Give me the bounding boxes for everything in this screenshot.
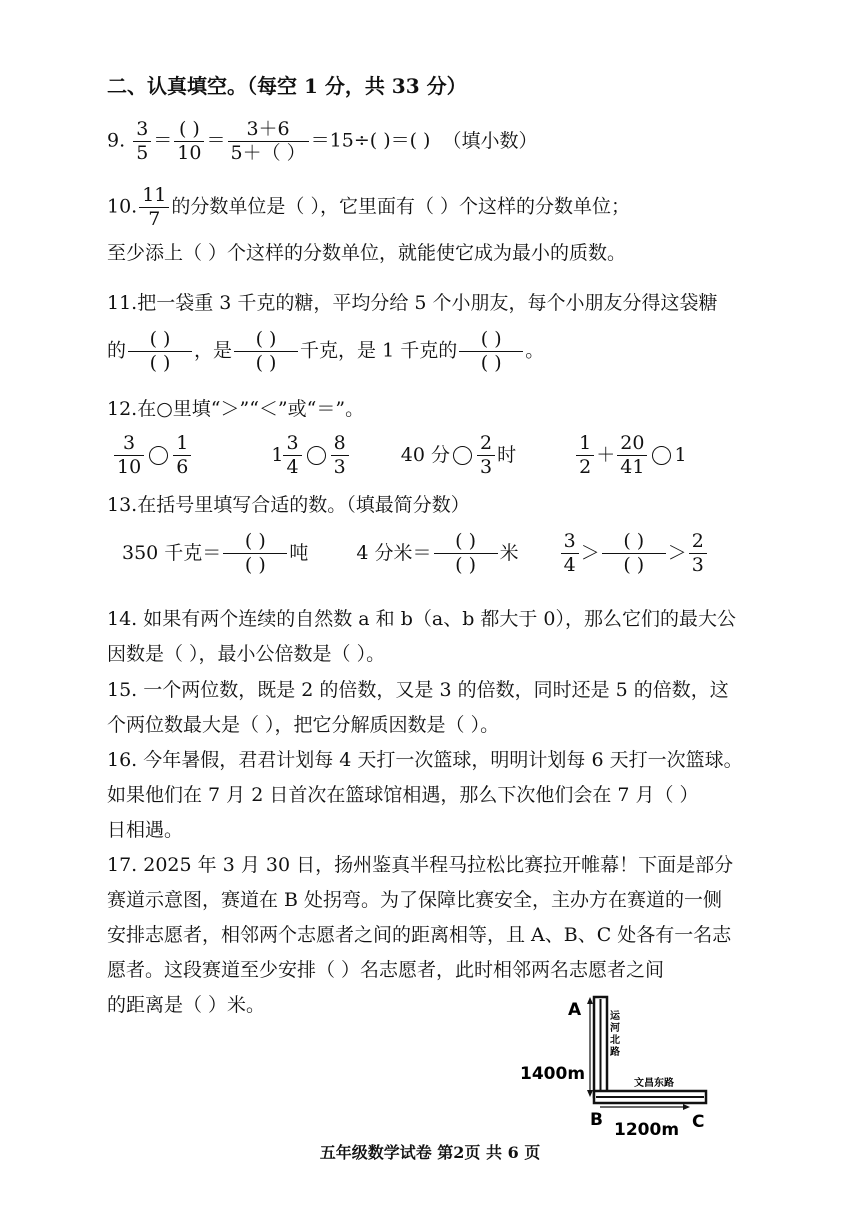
question-15-line2: 个两位数最大是（ ），把它分解质因数是（ ）。 <box>107 714 500 736</box>
section-note: （每空 1 分，共 33 分） <box>247 74 467 98</box>
q13-blank-fraction-2: $\frac{( )}{( )}$ <box>434 532 498 575</box>
question-17-line5: 的距离是（ ）米。 <box>107 994 266 1016</box>
question-13-title: 13.在括号里填写合适的数。（填最简分数） <box>107 494 470 516</box>
label-c: C <box>692 1112 705 1132</box>
q12-fraction-3-4: $\frac{3}{4}$ <box>283 434 301 477</box>
page-footer: 五年级数学试卷 第2页 共 6 页 <box>319 1143 541 1162</box>
compare-circle-4[interactable] <box>652 446 671 465</box>
question-17-line3: 安排志愿者，相邻两个志愿者之间的距离相等，且 A、B、C 处各有一名志 <box>107 924 732 946</box>
question-12-items: $\frac{3}{10}$ $\frac{1}{6}$ 1 $\frac{3}{4}$ $\frac{8}{3}$ 40 分 $\frac{2}{3}$ 时 $\frac{1}{2}$ ＋ $\frac{20}{41}$ 1 <box>112 434 687 477</box>
q10-fraction-11-7: $\frac{11}{7}$ <box>139 186 169 229</box>
section-header <box>107 76 467 96</box>
question-16-line3: 日相遇。 <box>107 819 184 841</box>
q9-tail: ＝15÷( )＝( ) <box>310 129 431 152</box>
q10-text1: 的分数单位是（ ），它里面有（ ）个这样的分数单位； <box>171 195 630 218</box>
question-11-line2: 的 $\frac{( )}{( )}$ ，是 $\frac{( )}{( )}$ 千克，是 1 千克的 $\frac{( )}{( )}$ 。 <box>107 328 545 374</box>
q12-fraction-20-41: $\frac{20}{41}$ <box>617 434 647 477</box>
question-15-line1: 15. 一个两位数，既是 2 的倍数，又是 3 的倍数，同时还是 5 的倍数，这 <box>107 679 729 701</box>
question-16-line2: 如果他们在 7 月 2 日首次在篮球馆相遇，那么下次他们会在 7 月（ ） <box>107 784 699 806</box>
q13-blank-fraction-1: $\frac{( )}{( )}$ <box>223 532 287 575</box>
label-b: B <box>590 1110 603 1130</box>
section-title: 二、认真填空。 <box>107 74 247 98</box>
q11-blank-fraction-1: $\frac{( )}{( )}$ <box>128 330 192 373</box>
q12-fraction-8-3: $\frac{8}{3}$ <box>331 434 349 477</box>
road-v-char-2: 河 <box>610 1023 620 1034</box>
q9-fraction-3-5: $\frac{3}{5}$ <box>133 120 151 163</box>
road-v-char-4: 路 <box>610 1047 620 1058</box>
q11-blank-fraction-2: $\frac{( )}{( )}$ <box>234 330 298 373</box>
question-10-line1 <box>107 186 630 229</box>
question-17-line4: 愿者。这段赛道至少安排（ ）名志愿者，此时相邻两名志愿者之间 <box>107 959 665 981</box>
label-a: A <box>568 1000 582 1020</box>
question-16-line1: 16. 今年暑假，君君计划每 4 天打一次篮球，明明计划每 6 天打一次篮球。 <box>107 749 743 771</box>
q12-fraction-1-2: $\frac{1}{2}$ <box>576 434 594 477</box>
question-11-line1: 11.把一袋重 3 千克的糖，平均分给 5 个小朋友，每个小朋友分得这袋糖 <box>107 292 718 314</box>
q13-blank-fraction-3: $\frac{( )}{( )}$ <box>602 532 666 575</box>
question-17-line2: 赛道示意图，赛道在 B 处拐弯。为了保障比赛安全，主办方在赛道的一侧 <box>107 889 723 911</box>
q9-fraction-blank-10: $\frac{( )}{10}$ <box>174 120 204 163</box>
compare-circle-2[interactable] <box>307 446 326 465</box>
length-vertical: 1400m <box>520 1064 586 1084</box>
question-14-line2: 因数是（ ），最小公倍数是（ ）。 <box>107 643 386 665</box>
question-13-items: 350 千克＝ $\frac{( )}{( )}$ 吨 4 分米＝ $\frac{( )}{( )}$ 米 $\frac{3}{4}$ ＞ $\frac{( )}{( )}$ ＞ $\frac{2}{3}$ <box>122 532 709 575</box>
compare-circle-3[interactable] <box>453 446 472 465</box>
q9-hint: （填小数） <box>442 129 538 152</box>
q12-fraction-2-3: $\frac{2}{3}$ <box>477 434 495 477</box>
q12-fraction-3-10: $\frac{3}{10}$ <box>114 434 144 477</box>
q12-fraction-1-6: $\frac{1}{6}$ <box>173 434 191 477</box>
track-diagram <box>510 985 730 1145</box>
q10-number: 10. <box>107 195 138 218</box>
road-h-label: 文昌东路 <box>634 1078 674 1089</box>
q11-blank-fraction-3: $\frac{( )}{( )}$ <box>459 330 523 373</box>
question-10-line2: 至少添上（ ）个这样的分数单位，就能使它成为最小的质数。 <box>107 242 627 264</box>
q9-number: 9. <box>107 129 126 152</box>
question-12-title: 12.在○里填“＞”“＜”或“＝”。 <box>107 398 365 420</box>
length-horizontal: 1200m <box>614 1120 680 1140</box>
road-v-char-1: 运 <box>610 1011 620 1022</box>
question-9: 9. $\frac{3}{5}$ ＝ $\frac{( )}{10}$ ＝ $\frac{3+6}{5+( )}$ ＝15÷( )＝( ) （填小数） <box>107 118 538 164</box>
q9-fraction-sum: $\frac{3+6}{5+( )}$ <box>228 120 309 163</box>
compare-circle-1[interactable] <box>149 446 168 465</box>
question-17-line1: 17. 2025 年 3 月 30 日，扬州鉴真半程马拉松比赛拉开帷幕！下面是部分 <box>107 854 734 876</box>
q13-fraction-2-3: $\frac{2}{3}$ <box>689 532 707 575</box>
road-v-char-3: 北 <box>610 1035 620 1046</box>
question-14-line1: 14. 如果有两个连续的自然数 a 和 b（a、b 都大于 0），那么它们的最大公 <box>107 608 737 630</box>
q13-fraction-3-4: $\frac{3}{4}$ <box>561 532 579 575</box>
